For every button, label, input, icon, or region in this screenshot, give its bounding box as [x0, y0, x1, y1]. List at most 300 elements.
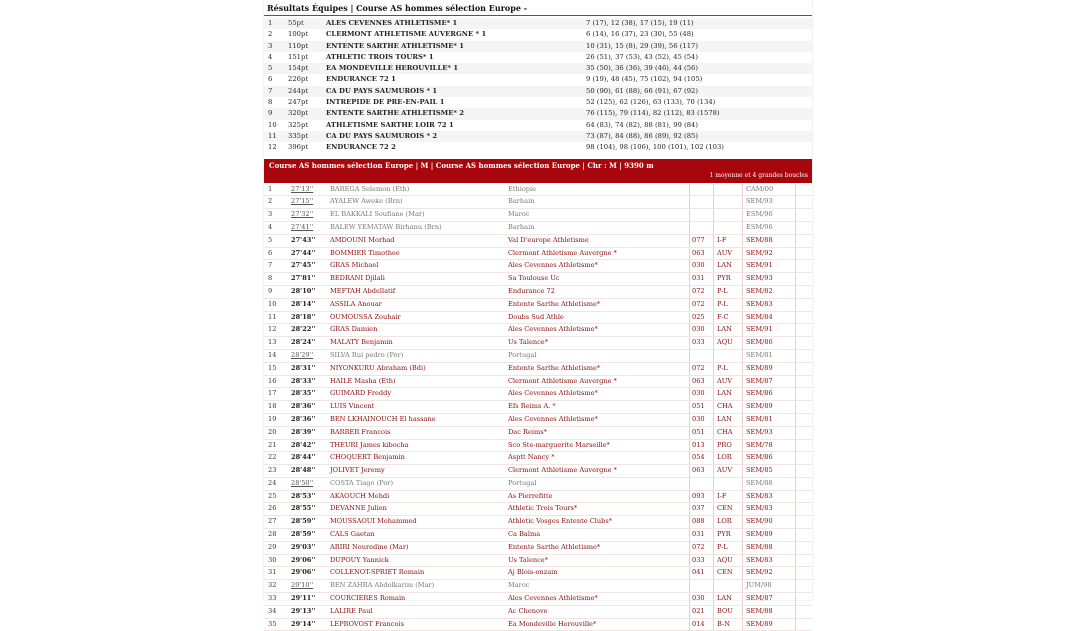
team-details: 64 (83), 74 (82), 88 (81), 99 (84): [586, 120, 699, 129]
runner-category: SEM/93: [746, 274, 773, 283]
runner-league: P-L: [717, 286, 728, 295]
column-divider: [795, 491, 796, 503]
team-points: 320pt: [288, 109, 309, 118]
column-divider: [742, 503, 743, 515]
runner-name[interactable]: JOLIVET Jeremy: [330, 466, 385, 475]
runner-rank: 4: [268, 222, 273, 231]
runner-league: CEN: [717, 504, 733, 513]
team-rank: 10: [268, 120, 277, 129]
team-row: [264, 63, 812, 74]
runner-name[interactable]: AYALEW Aweke (Brn): [330, 197, 403, 206]
runner-category: SEM/90: [746, 517, 773, 526]
runner-row: [264, 312, 812, 325]
column-divider: [742, 478, 743, 490]
runner-time: 29'06'': [291, 555, 316, 564]
runner-row: [264, 555, 812, 568]
column-divider: [713, 222, 714, 234]
column-divider: [713, 503, 714, 515]
runner-rank: 15: [268, 363, 277, 372]
column-divider: [713, 606, 714, 618]
runner-club[interactable]: Sa Toulouse Uc: [508, 274, 560, 283]
runner-rank: 28: [268, 530, 277, 539]
runner-category: SEM/86: [746, 389, 773, 398]
runner-league: P-L: [717, 363, 728, 372]
column-divider: [713, 542, 714, 554]
runner-name[interactable]: CALS Gaetan: [330, 530, 375, 539]
runner-club[interactable]: Sco Ste-marguerite Marseille*: [508, 440, 610, 449]
runner-club[interactable]: Barhain: [508, 222, 535, 231]
column-divider: [795, 465, 796, 477]
runner-row: [264, 363, 812, 376]
runner-name[interactable]: GUIMARD Freddy: [330, 389, 392, 398]
runner-name[interactable]: GRAS Damien: [330, 325, 378, 334]
team-club: INTREPIDE DE PRE-EN-PAIL 1: [326, 98, 445, 107]
team-points: 226pt: [288, 75, 309, 84]
column-divider: [689, 337, 690, 349]
runner-time: 28'39'': [291, 427, 316, 436]
runner-time: 28'29'': [291, 350, 314, 359]
team-details: 76 (115), 79 (114), 82 (112), 83 (1578): [586, 109, 720, 118]
team-club: ENDURANCE 72 1: [326, 75, 396, 84]
runner-league: AQU: [717, 338, 733, 347]
column-divider: [742, 580, 743, 592]
runner-league: AUV: [717, 376, 733, 385]
runner-club[interactable]: Ales Cevennes Athletisme*: [508, 594, 598, 603]
team-club: CA DU PAYS SAUMUROIS * 2: [326, 131, 438, 140]
column-divider: [713, 273, 714, 285]
runner-league: P-L: [717, 299, 728, 308]
column-divider: [689, 542, 690, 554]
column-divider: [795, 567, 796, 579]
runner-league: LAN: [717, 261, 732, 270]
team-row: [264, 142, 812, 153]
column-divider: [713, 184, 714, 196]
team-row: [264, 108, 812, 119]
runner-category: SEM/89: [746, 363, 773, 372]
runner-name[interactable]: ASSILA Anouar: [330, 299, 382, 308]
column-divider: [689, 414, 690, 426]
runner-row: [264, 516, 812, 529]
runner-category: SEM/87: [746, 594, 773, 603]
runner-row: [264, 580, 812, 593]
runner-name[interactable]: SILVA Rui pedro (Por): [330, 350, 404, 359]
runner-rank: 8: [268, 274, 273, 283]
team-rank: 8: [268, 98, 273, 107]
runner-time: 28'31'': [291, 363, 316, 372]
column-divider: [689, 555, 690, 567]
runner-category: SEM/87: [746, 376, 773, 385]
runner-name[interactable]: DEVANNE Julien: [330, 504, 387, 513]
runner-league: CHA: [717, 427, 733, 436]
runner-league: AUV: [717, 466, 733, 475]
runner-category: SEM/89: [746, 619, 773, 628]
runner-name[interactable]: COSTA Tiago (Por): [330, 478, 394, 487]
team-details: 9 (19), 48 (45), 75 (102), 94 (105): [586, 75, 703, 84]
runner-club[interactable]: Ea Mondeville Herouville*: [508, 619, 597, 628]
runner-rank: 24: [268, 478, 277, 487]
runner-name[interactable]: OUMOUSSA Zouhair: [330, 312, 401, 321]
column-divider: [689, 529, 690, 541]
runner-row: [264, 286, 812, 299]
column-divider: [713, 491, 714, 503]
runner-department: 072: [692, 286, 705, 295]
runner-category: SEM/86: [746, 338, 773, 347]
runner-club[interactable]: Us Talence*: [508, 338, 549, 347]
column-divider: [689, 580, 690, 592]
column-divider: [713, 452, 714, 464]
runner-name[interactable]: THEURI James kibocha: [330, 440, 409, 449]
team-rank: 3: [268, 41, 273, 50]
runner-department: 088: [692, 517, 705, 526]
runner-department: 031: [692, 530, 705, 539]
runner-club[interactable]: Ca Balma: [508, 530, 541, 539]
runner-time: 27'81'': [291, 274, 316, 283]
runner-club[interactable]: Ac Chenove: [508, 606, 548, 615]
team-points: 151pt: [288, 52, 309, 61]
runner-category: SEM/88: [746, 542, 773, 551]
runner-category: SEM/83: [746, 504, 773, 513]
runner-club[interactable]: Ales Cevennes Athletisme*: [508, 261, 598, 270]
runner-club[interactable]: Dac Reims*: [508, 427, 547, 436]
runner-category: SEM/78: [746, 440, 773, 449]
column-divider: [689, 491, 690, 503]
runner-club[interactable]: Clermont Athletisme Auvergne *: [508, 466, 617, 475]
column-divider: [795, 286, 796, 298]
column-divider: [742, 350, 743, 362]
runner-time: 27'43'': [291, 235, 316, 244]
runner-name[interactable]: LALIRE Paul: [330, 606, 373, 615]
runner-league: LAN: [717, 414, 732, 423]
column-divider: [742, 222, 743, 234]
column-divider: [742, 286, 743, 298]
runner-league: AQU: [717, 555, 733, 564]
runner-name[interactable]: LUIS Vincent: [330, 402, 375, 411]
runner-time: 27'15'': [291, 197, 314, 206]
runner-row: [264, 196, 812, 209]
runner-club[interactable]: Entente Sarthe Athletisme*: [508, 542, 601, 551]
column-divider: [795, 580, 796, 592]
runner-name[interactable]: COLLENOT-SPRIET Romain: [330, 568, 425, 577]
runner-department: 033: [692, 555, 705, 564]
runner-department: 033: [692, 338, 705, 347]
column-divider: [742, 209, 743, 221]
column-divider: [713, 337, 714, 349]
runner-rank: 22: [268, 453, 277, 462]
runner-rank: 26: [268, 504, 277, 513]
runner-club[interactable]: Portugal: [508, 478, 537, 487]
runner-time: 28'55'': [291, 504, 316, 513]
runner-name[interactable]: BEN ZAHRA Abdelkarim (Mar): [330, 581, 435, 590]
column-divider: [795, 619, 796, 631]
runner-club[interactable]: Doubs Sud Athle: [508, 312, 564, 321]
column-divider: [795, 440, 796, 452]
runner-time: 28'59'': [291, 517, 316, 526]
runner-department: 030: [692, 594, 705, 603]
runner-name[interactable]: CHOQUERT Benjamin: [330, 453, 405, 462]
team-rank: 6: [268, 75, 273, 84]
column-divider: [742, 401, 743, 413]
runner-row: [264, 529, 812, 542]
runner-category: SEM/91: [746, 325, 773, 334]
runner-row: [264, 542, 812, 555]
column-divider: [742, 235, 743, 247]
runner-department: 031: [692, 274, 705, 283]
runner-row: [264, 260, 812, 273]
runner-rank: 17: [268, 389, 277, 398]
column-divider: [689, 388, 690, 400]
column-divider: [689, 350, 690, 362]
column-divider: [742, 376, 743, 388]
team-club: CA DU PAYS SAUMUROIS * 1: [326, 86, 438, 95]
runner-club[interactable]: Maroc: [508, 581, 530, 590]
column-divider: [689, 452, 690, 464]
column-divider: [795, 529, 796, 541]
column-divider: [713, 593, 714, 605]
runner-row: [264, 619, 812, 631]
team-points: 335pt: [288, 131, 309, 140]
column-divider: [742, 465, 743, 477]
runner-department: 093: [692, 491, 705, 500]
runner-row: [264, 491, 812, 504]
runner-club[interactable]: Clermont Athletisme Auvergne *: [508, 376, 617, 385]
runner-league: I-F: [717, 491, 727, 500]
runner-rank: 2: [268, 197, 273, 206]
runner-name[interactable]: LEPROVOST Francois: [330, 619, 405, 628]
runner-name[interactable]: BAREGA Selemon (Eth): [330, 184, 410, 193]
runner-club[interactable]: Ales Cevennes Athletisme*: [508, 325, 598, 334]
column-divider: [795, 555, 796, 567]
column-divider: [795, 452, 796, 464]
runner-club[interactable]: As Pierrefitte: [508, 491, 553, 500]
runner-department: 037: [692, 504, 705, 513]
runner-league: B-N: [717, 619, 730, 628]
runner-name[interactable]: BALEW YEMATAW Birhanu (Brn): [330, 222, 442, 231]
column-divider: [689, 516, 690, 528]
runner-row: [264, 567, 812, 580]
team-details: 26 (51), 37 (53), 43 (52), 45 (54): [586, 52, 699, 61]
runner-row: [264, 350, 812, 363]
runner-club[interactable]: Entente Sarthe Athletisme*: [508, 363, 601, 372]
runner-name[interactable]: MOUSSAOUI Mohammed: [330, 517, 417, 526]
runner-club[interactable]: Us Talence*: [508, 555, 549, 564]
runner-department: 030: [692, 325, 705, 334]
column-divider: [742, 542, 743, 554]
runner-row: [264, 235, 812, 248]
runner-rank: 14: [268, 350, 277, 359]
runner-club[interactable]: Ales Cevennes Athletisme*: [508, 414, 598, 423]
runner-club[interactable]: Asptt Nancy *: [508, 453, 555, 462]
runner-time: 28'14'': [291, 299, 316, 308]
runner-category: ESM/96: [746, 222, 773, 231]
runner-row: [264, 184, 812, 197]
runner-league: LAN: [717, 389, 732, 398]
runner-rank: 9: [268, 286, 273, 295]
runner-name[interactable]: AKAOUCH Mehdi: [330, 491, 390, 500]
runner-time: 28'59'': [291, 530, 316, 539]
runner-department: 054: [692, 453, 705, 462]
team-points: 55pt: [288, 19, 304, 27]
column-divider: [713, 440, 714, 452]
column-divider: [795, 260, 796, 272]
runner-name[interactable]: EL BAKKALI Soufiane (Mar): [330, 210, 425, 219]
column-divider: [689, 222, 690, 234]
runner-row: [264, 478, 812, 491]
team-rank: 1: [268, 19, 273, 27]
runner-league: F-C: [717, 312, 729, 321]
runner-row: [264, 248, 812, 261]
team-row: [264, 120, 812, 131]
runner-department: 063: [692, 466, 705, 475]
runner-club[interactable]: Ethiopie: [508, 184, 537, 193]
runner-category: ESM/96: [746, 210, 773, 219]
column-divider: [689, 593, 690, 605]
runner-club[interactable]: Portugal: [508, 350, 537, 359]
runner-name[interactable]: MALATY Benjamin: [330, 338, 393, 347]
runner-name[interactable]: BEDRANI Djilali: [330, 274, 385, 283]
race-title: Course AS hommes sélection Europe | M | Course AS hommes sélection Europe | Chr : M | 9390 m: [269, 160, 654, 170]
runner-name[interactable]: BOMMIER Timothee: [330, 248, 400, 257]
runner-name[interactable]: AMDOUNI Morhad: [330, 235, 395, 244]
column-divider: [713, 324, 714, 336]
column-divider: [713, 414, 714, 426]
column-divider: [689, 196, 690, 208]
runner-club[interactable]: Efs Reims A. *: [508, 402, 556, 411]
column-divider: [742, 491, 743, 503]
column-divider: [713, 555, 714, 567]
runner-time: 27'32'': [291, 210, 314, 219]
runner-club[interactable]: Athletic Trois Tours*: [508, 504, 578, 513]
runner-category: SEM/93: [746, 427, 773, 436]
runner-rank: 16: [268, 376, 277, 385]
column-divider: [713, 529, 714, 541]
runner-rank: 21: [268, 440, 277, 449]
column-divider: [689, 619, 690, 631]
runner-category: SEM/92: [746, 248, 773, 257]
team-club: ALES CEVENNES ATHLETISME* 1: [326, 19, 458, 27]
runner-club[interactable]: Endurance 72: [508, 286, 555, 295]
runner-club[interactable]: Val D'europe Athletisme: [508, 235, 589, 244]
runner-club[interactable]: Entente Sarthe Athletisme*: [508, 299, 601, 308]
team-row: [264, 86, 812, 97]
runner-name[interactable]: BEN LKHAINOUCH El hassane: [330, 414, 436, 423]
runner-time: 28'53'': [291, 491, 316, 500]
runner-rank: 13: [268, 338, 277, 347]
runner-league: PRO: [717, 440, 732, 449]
column-divider: [689, 248, 690, 260]
runner-time: 28'36'': [291, 402, 316, 411]
runner-club[interactable]: Ales Cevennes Athletisme*: [508, 389, 598, 398]
runner-category: SEM/89: [746, 402, 773, 411]
team-details: 7 (17), 12 (38), 17 (15), 19 (11): [586, 19, 694, 27]
runner-department: 041: [692, 568, 705, 577]
runner-rank: 7: [268, 261, 273, 270]
runner-category: SEM/81: [746, 414, 773, 423]
column-divider: [795, 503, 796, 515]
runner-name[interactable]: COURCIERES Romain: [330, 594, 406, 603]
column-divider: [713, 248, 714, 260]
runner-rank: 33: [268, 594, 277, 603]
runner-club[interactable]: Maroc: [508, 210, 530, 219]
column-divider: [713, 350, 714, 362]
runner-name[interactable]: HAILE Masha (Eth): [330, 376, 396, 385]
column-divider: [742, 414, 743, 426]
column-divider: [795, 388, 796, 400]
team-results-title: Résultats Équipes | Course AS hommes sélection Europe -: [264, 1, 812, 16]
column-divider: [795, 273, 796, 285]
team-rank: 9: [268, 109, 273, 118]
runner-name[interactable]: GRAS Michael: [330, 261, 379, 270]
runner-league: CEN: [717, 568, 733, 577]
runner-name[interactable]: BARRER Francois: [330, 427, 391, 436]
column-divider: [742, 299, 743, 311]
runner-name[interactable]: MEFTAH Abdellatif: [330, 286, 396, 295]
column-divider: [795, 248, 796, 260]
team-details: 35 (50), 36 (36), 39 (46), 44 (56): [586, 64, 699, 73]
column-divider: [713, 363, 714, 375]
runner-rank: 12: [268, 325, 277, 334]
runner-rank: 25: [268, 491, 277, 500]
runner-league: PYR: [717, 530, 731, 539]
runner-league: PYR: [717, 274, 731, 283]
column-divider: [742, 567, 743, 579]
runner-rank: 34: [268, 606, 277, 615]
runner-department: 063: [692, 376, 705, 385]
runner-time: 28'22'': [291, 325, 316, 334]
runner-league: AUV: [717, 248, 733, 257]
runner-time: 27'41'': [291, 222, 314, 231]
runner-club[interactable]: Aj Blois-onzain: [508, 568, 558, 577]
column-divider: [689, 286, 690, 298]
team-club: CLERMONT ATHLETISME AUVERGNE * 1: [326, 30, 487, 39]
column-divider: [795, 401, 796, 413]
runner-league: CHA: [717, 402, 733, 411]
runner-name[interactable]: ARIRI Nouredine (Mar): [330, 542, 409, 551]
column-divider: [689, 465, 690, 477]
runner-club[interactable]: Barhain: [508, 197, 535, 206]
runner-rank: 11: [268, 312, 277, 321]
column-divider: [795, 222, 796, 234]
race-note: 1 moyenne et 4 grandes boucles: [709, 171, 808, 179]
runner-rank: 20: [268, 427, 277, 436]
column-divider: [742, 184, 743, 196]
runner-name[interactable]: DUPOUY Yannick: [330, 555, 389, 564]
runner-row: [264, 606, 812, 619]
column-divider: [689, 440, 690, 452]
runner-category: SEM/88: [746, 235, 773, 244]
runner-row: [264, 465, 812, 478]
team-row: [264, 18, 812, 29]
column-divider: [795, 324, 796, 336]
runner-department: 051: [692, 402, 705, 411]
column-divider: [742, 516, 743, 528]
column-divider: [689, 184, 690, 196]
runner-club[interactable]: Athletic Vosges Entente Clubs*: [508, 517, 613, 526]
runner-league: LOR: [717, 453, 732, 462]
runner-club[interactable]: Clermont Athletisme Auvergne *: [508, 248, 617, 257]
team-rank: 12: [268, 143, 277, 152]
runner-name[interactable]: NIYONKURU Abraham (Bdi): [330, 363, 426, 372]
column-divider: [742, 440, 743, 452]
runner-time: 28'42'': [291, 440, 316, 449]
runner-league: I-F: [717, 235, 727, 244]
runner-time: 28'10'': [291, 286, 316, 295]
column-divider: [742, 248, 743, 260]
runner-row: [264, 427, 812, 440]
column-divider: [795, 363, 796, 375]
runner-department: 072: [692, 363, 705, 372]
team-club: ENDURANCE 72 2: [326, 143, 396, 152]
runner-time: 29'03'': [291, 542, 316, 551]
